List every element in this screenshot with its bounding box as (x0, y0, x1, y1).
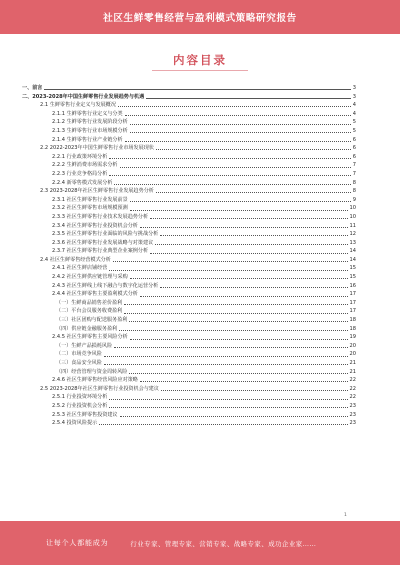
toc-entry-label: 2.3.5 社区生鲜零售行业面临的风险与挑战分析 (52, 231, 159, 238)
toc-entry[interactable] (22, 101, 356, 110)
toc-entry[interactable] (22, 307, 356, 316)
toc-entry-label: 2.5.4 投资风险提示 (52, 420, 98, 427)
toc-leader-dots (104, 364, 348, 365)
toc-entry[interactable] (22, 213, 356, 222)
toc-entry-page: 16 (349, 282, 356, 289)
table-of-contents (22, 84, 356, 428)
toc-entry-label: 2.3.4 社区生鲜零售行业投资机会分析 (52, 222, 138, 229)
footer-tagline: 行业专家、管理专家、营销专家、战略专家、成功企业家…… (130, 539, 317, 548)
toc-heading: 内容目录 (173, 53, 227, 67)
toc-entry-page: 17 (349, 308, 356, 315)
toc-entry[interactable] (22, 385, 356, 394)
toc-entry-page: 10 (349, 205, 356, 212)
toc-entry-page: 5 (352, 119, 356, 126)
toc-leader-dots (109, 158, 350, 159)
toc-entry-page: 14 (349, 248, 356, 255)
toc-leader-dots (125, 141, 351, 142)
toc-entry[interactable] (22, 290, 356, 299)
toc-entry-label: （四）供应链金融服务盈利 (56, 325, 118, 332)
toc-entry-label: （一）生鲜产品损耗风险 (56, 342, 113, 349)
toc-entry-page: 6 (352, 145, 356, 152)
toc-entry-label: 2.1 生鲜零售行业定义与发展概况 (40, 102, 116, 109)
toc-entry-page: 8 (352, 179, 356, 186)
toc-entry-page: 21 (349, 368, 356, 375)
page-footer (0, 521, 400, 565)
toc-entry[interactable] (22, 359, 356, 368)
toc-entry[interactable] (22, 204, 356, 213)
toc-entry-label: 2.2.3 行业竞争格局分析 (52, 170, 108, 177)
toc-entry-page: 3 (352, 85, 356, 91)
toc-entry-label: （一）生鲜商品销售差价盈利 (56, 299, 123, 306)
toc-leader-dots (119, 330, 347, 331)
toc-entry-page: 19 (349, 334, 356, 341)
toc-entry[interactable] (22, 282, 356, 291)
toc-entry-page: 6 (352, 153, 356, 160)
toc-leader-dots (113, 261, 348, 262)
toc-entry-label: 2.5 2023-2028年社区生鲜零售行业投资机会与建议 (40, 385, 159, 392)
toc-leader-dots (124, 304, 347, 305)
toc-leader-dots (99, 424, 347, 425)
toc-entry-label: 2.3.7 社区生鲜零售行业典型企业案例分析 (52, 248, 149, 255)
toc-leader-dots (109, 175, 350, 176)
toc-entry-page: 23 (349, 420, 356, 427)
toc-entry[interactable] (22, 411, 356, 420)
toc-entry[interactable] (22, 256, 356, 265)
toc-entry-label: 2.4.6 社区生鲜零售经营风险应对策略 (52, 377, 138, 384)
toc-entry[interactable] (22, 144, 356, 153)
toc-entry[interactable] (22, 153, 356, 162)
toc-entry[interactable] (22, 273, 356, 282)
toc-leader-dots (120, 416, 348, 417)
toc-entry-page: 4 (352, 110, 356, 117)
toc-leader-dots (130, 339, 348, 340)
toc-entry[interactable] (22, 230, 356, 239)
toc-entry[interactable] (22, 93, 356, 102)
toc-leader-dots (155, 244, 347, 245)
toc-entry-page: 15 (349, 265, 356, 272)
toc-leader-dots (150, 218, 347, 219)
toc-leader-dots (44, 89, 350, 90)
toc-entry-page: 5 (352, 127, 356, 134)
toc-entry[interactable] (22, 161, 356, 170)
toc-leader-dots (109, 399, 347, 400)
toc-entry-page: 17 (349, 291, 356, 298)
toc-leader-dots (161, 390, 348, 391)
footer-slogan: 让每个人都能成为 (46, 539, 109, 547)
toc-entry-page: 22 (349, 377, 356, 384)
toc-leader-dots (118, 106, 351, 107)
toc-entry[interactable] (22, 299, 356, 308)
toc-entry[interactable] (22, 247, 356, 256)
toc-entry-label: 2.2 2022-2023年中国生鲜零售行业市场发展现状 (40, 145, 154, 152)
toc-leader-dots (150, 253, 347, 254)
toc-entry-page: 4 (352, 102, 356, 109)
toc-entry-label: （三）社区团购与配送服务盈利 (56, 317, 128, 324)
toc-entry-label: 2.5.3 社区生鲜零售投资建议 (52, 411, 118, 418)
toc-leader-dots (156, 149, 351, 150)
toc-entry[interactable] (22, 196, 356, 205)
toc-entry-label: 2.5.2 行业投资机会分析 (52, 402, 108, 409)
toc-entry-page: 6 (352, 136, 356, 143)
toc-entry[interactable] (22, 239, 356, 248)
toc-leader-dots (114, 347, 347, 348)
toc-heading-divider (152, 70, 248, 71)
toc-entry-page: 12 (349, 231, 356, 238)
toc-entry[interactable] (22, 170, 356, 179)
toc-entry-label: 2.3 2023-2028年社区生鲜零售行业发展趋势分析 (40, 188, 154, 195)
toc-entry[interactable] (22, 419, 356, 428)
toc-entry[interactable] (22, 350, 356, 359)
toc-entry-page: 23 (349, 402, 356, 409)
toc-leader-dots (125, 115, 351, 116)
toc-entry-label: 2.4 社区生鲜零售经营模式分析 (40, 256, 111, 263)
toc-leader-dots (124, 313, 347, 314)
header-title: 社区生鲜零售经营与盈利模式策略研究报告 (103, 13, 297, 24)
toc-entry[interactable] (22, 127, 356, 136)
toc-leader-dots (130, 132, 351, 133)
toc-leader-dots (114, 184, 350, 185)
toc-entry-label: 2.2.2 生鲜消费市场需求分析 (52, 162, 118, 169)
toc-entry-page: 21 (349, 360, 356, 366)
toc-leader-dots (140, 296, 348, 297)
toc-leader-dots (104, 356, 348, 357)
toc-entry-page: 18 (349, 317, 356, 324)
toc-entry-page: 22 (349, 394, 356, 401)
toc-entry[interactable] (22, 110, 356, 119)
toc-entry[interactable] (22, 393, 356, 402)
toc-entry[interactable] (22, 187, 356, 196)
toc-entry-label: 2.4.1 社区生鲜店铺经营 (52, 265, 108, 272)
toc-entry[interactable] (22, 368, 356, 377)
toc-entry-page: 10 (349, 213, 356, 220)
toc-leader-dots (120, 167, 351, 168)
toc-entry-label: 2.1.1 生鲜零售行业定义与分类 (52, 110, 123, 117)
toc-entry-page: 7 (352, 170, 356, 177)
toc-entry[interactable] (22, 84, 356, 93)
toc-entry-label: 2.2.1 行业政策环境分析 (52, 153, 108, 160)
toc-entry-label: 2.4.5 社区生鲜零售主要风险分析 (52, 334, 128, 341)
toc-entry-label: 2.3.6 社区生鲜零售行业发展战略与对策建议 (52, 239, 154, 246)
toc-entry-page: 22 (349, 385, 356, 392)
toc-leader-dots (146, 98, 351, 99)
toc-entry[interactable] (22, 333, 356, 342)
toc-leader-dots (140, 227, 348, 228)
toc-entry-page: 3 (352, 93, 356, 100)
toc-entry[interactable] (22, 136, 356, 145)
toc-entry-label: 2.2.4 新零售模式发展分析 (52, 179, 113, 186)
toc-leader-dots (109, 270, 347, 271)
toc-leader-dots (109, 407, 347, 408)
toc-entry-page: 7 (352, 162, 356, 169)
toc-entry-page: 9 (352, 196, 356, 203)
toc-entry-page: 18 (349, 325, 356, 332)
toc-leader-dots (160, 287, 347, 288)
toc-entry-label: （三）食品安全风险 (56, 360, 102, 366)
toc-leader-dots (130, 201, 351, 202)
toc-entry-label: 2.1.3 生鲜零售行业市场规模分析 (52, 127, 128, 134)
toc-entry-label: 一、前言 (22, 85, 43, 91)
toc-entry-page: 20 (349, 351, 356, 358)
toc-leader-dots (129, 373, 347, 374)
toc-entry-page: 20 (349, 342, 356, 349)
toc-entry-label: 2.3.3 社区生鲜零售行业技术发展趋势分析 (52, 213, 149, 220)
toc-entry-page: 17 (349, 299, 356, 306)
toc-leader-dots (160, 235, 347, 236)
toc-entry-label: （二）平台会员服务收费盈利 (56, 308, 123, 315)
toc-entry[interactable] (22, 222, 356, 231)
toc-leader-dots (156, 192, 351, 193)
toc-entry[interactable] (22, 316, 356, 325)
toc-entry-page: 11 (349, 222, 356, 229)
toc-leader-dots (129, 321, 347, 322)
toc-leader-dots (130, 210, 348, 211)
page-number: 1 (344, 513, 347, 518)
toc-entry-label: 2.3.2 社区生鲜零售市场规模预测 (52, 205, 128, 212)
toc-leader-dots (130, 278, 348, 279)
toc-entry[interactable] (22, 342, 356, 351)
page-header (0, 0, 400, 34)
toc-entry-label: （四）经营管理与资金周转风险 (56, 368, 128, 375)
toc-entry[interactable] (22, 376, 356, 385)
toc-entry[interactable] (22, 118, 356, 127)
toc-entry-label: 2.4.2 社区生鲜供应链管理与采购 (52, 274, 128, 281)
toc-entry-label: 2.1.4 生鲜零售行业产业链分析 (52, 136, 123, 143)
toc-entry[interactable] (22, 325, 356, 334)
toc-entry[interactable] (22, 179, 356, 188)
toc-entry-page: 8 (352, 188, 356, 195)
toc-entry-label: （二）市场竞争风险 (56, 351, 102, 358)
toc-entry-page: 23 (349, 411, 356, 418)
toc-leader-dots (130, 124, 351, 125)
toc-entry[interactable] (22, 402, 356, 411)
toc-entry-label: 2.5.1 行业投资环境分析 (52, 394, 108, 401)
toc-entry[interactable] (22, 264, 356, 273)
toc-entry-label: 2.4.4 社区生鲜零售主要盈利模式分析 (52, 291, 138, 298)
toc-entry-label: 2.3.1 社区生鲜零售行业发展前景 (52, 196, 128, 203)
toc-entry-label: 2.4.3 社区生鲜线上线下融合与数字化运营分析 (52, 282, 159, 289)
toc-entry-label: 2.1.2 生鲜零售行业发展阶段分析 (52, 119, 128, 126)
toc-entry-page: 14 (349, 256, 356, 263)
toc-leader-dots (140, 381, 348, 382)
toc-entry-page: 15 (349, 274, 356, 281)
toc-entry-label: 二、2023-2028年中国生鲜零售行业发展趋势与机遇 (22, 93, 145, 100)
toc-entry-page: 13 (349, 239, 356, 246)
